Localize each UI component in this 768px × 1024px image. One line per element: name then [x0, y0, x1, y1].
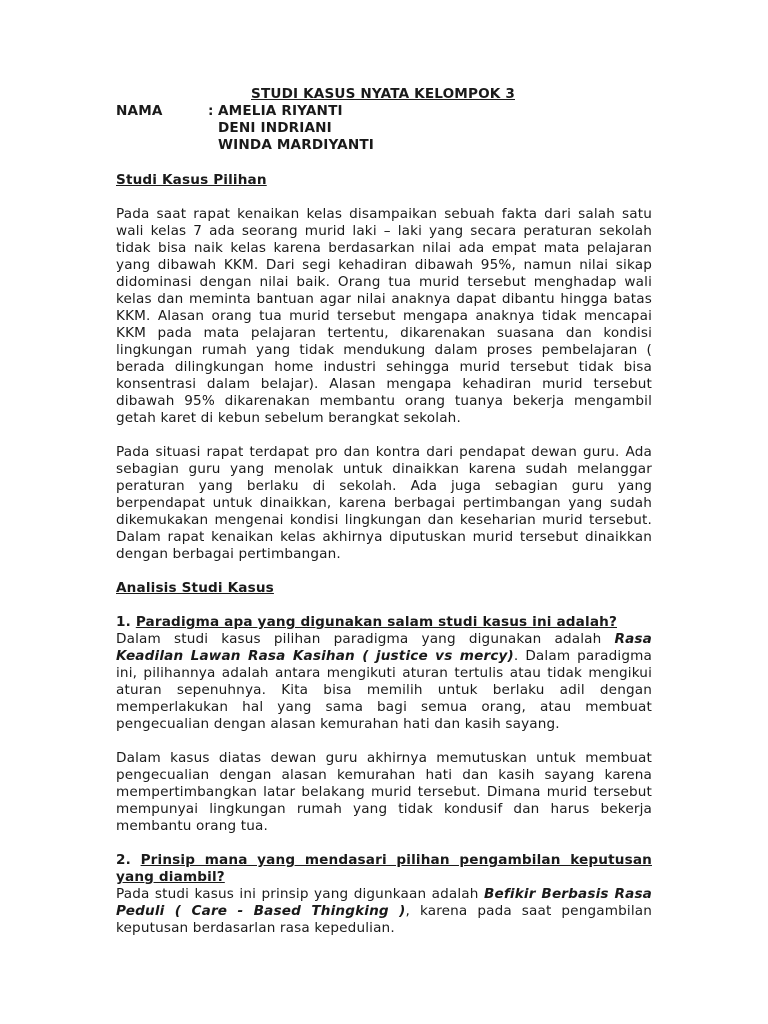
name-colon: : — [208, 103, 214, 119]
question-1 — [116, 614, 652, 631]
case-paragraph-1: Pada saat rapat kenaikan kelas disampaikan sebuah fakta dari salah satu wali kelas 7 ada seorang murid laki – laki yang secara peraturan sekolah tidak bisa naik kelas karena berdasarkan nilai ada empat mata pelajaran yang dibawah KKM. Dari segi kehadiran dibawah 95%, namun nilai sikap didominasi dengan nilai baik. Orang tua murid tersebut menghadap wali kelas dan meminta bantuan agar nilai anaknya dapat dibantu hingga batas KKM. Alasan orang tua murid tersebut mengapa anaknya tidak mencapai KKM pada mata pelajaran tertentu, dikarenakan suasana dan kondisi lingkungan rumah yang tidak mendukung dalam proses pembelajaran ( berada dilingkungan home industri sehingga murid tersebut tidak bisa konsentrasi dalam belajar). Alasan mengapa kehadiran murid tersebut dibawah 95% dikarenakan membantu orang tuanya bekerja mengambil getah karet di kebun sebelum berangkat sekolah. — [116, 206, 652, 426]
question-text: Prinsip mana yang mendasari pilihan pengambilan keputusan yang diambil? — [116, 852, 652, 885]
case-paragraph-2: Pada situasi rapat terdapat pro dan kontra dari pendapat dewan guru. Ada sebagian guru yang menolak untuk dinaikkan karena sudah melanggar peraturan yang berlaku di sekolah. Ada juga sebagian guru yang berpendapat untuk dinaikkan, karena berbagai pertimbangan yang sudah dikemukakan mengenai kondisi lingkungan dan keseharian murid tersebut. Dalam rapat kenaikan kelas akhirnya diputuskan murid tersebut dinaikkan dengan berbagai pertimbangan. — [116, 444, 652, 562]
member-name: AMELIA RIYANTI — [218, 103, 343, 119]
document-title: STUDI KASUS NYATA KELOMPOK 3 — [251, 86, 515, 102]
answer-emphasis: Rasa Keadilan Lawan Rasa Kasihan ( justice vs mercy) — [116, 631, 652, 664]
question-number: 2. — [116, 852, 141, 868]
name-row — [116, 103, 652, 120]
answer-text: Pada studi kasus ini prinsip yang digunkaan adalah — [116, 886, 484, 902]
section-heading-studi-kasus: Studi Kasus Pilihan — [116, 172, 267, 188]
question-number: 1. — [116, 614, 136, 630]
name-row — [116, 137, 652, 154]
member-name: DENI INDRIANI — [218, 120, 332, 136]
answer-text: , karena pada saat pengambilan keputusan berdasarlan rasa kepedulian. — [116, 903, 652, 936]
answer-emphasis: Befikir Berbasis Rasa Peduli ( Care - Based Thingking ) — [116, 886, 653, 919]
answer-1-paragraph-2: Dalam kasus diatas dewan guru akhirnya memutuskan untuk membuat pengecualian dengan alasan kemurahan hati dan kasih sayang karena mempertimbangkan latar belakang murid tersebut. Dimana murid tersebut mempunyai lingkungan rumah yang tidak kondusif dan harus bekerja membantu orang tua. — [116, 750, 652, 834]
answer-text: . Dalam paradigma ini, pilihannya adalah antara mengikuti aturan tertulis atau tidak mengikui aturan sepenuhnya. Kita bisa memilih untuk berlaku adil dengan memperlakukan hal yang sama bagi semua orang, atau membuat pengecualian dengan alasan kemurahan hati dan kasih sayang. — [116, 648, 652, 732]
document-page — [116, 86, 652, 937]
question-text: Paradigma apa yang digunakan salam studi kasus ini adalah? — [135, 614, 618, 630]
answer-text: Dalam studi kasus pilihan paradigma yang digunakan adalah — [116, 631, 615, 647]
section-heading-analisis: Analisis Studi Kasus — [116, 580, 274, 596]
answer-2-paragraph — [116, 886, 652, 937]
member-name: WINDA MARDIYANTI — [218, 137, 374, 153]
name-row — [116, 120, 652, 137]
question-2 — [116, 852, 652, 886]
answer-1-paragraph — [116, 631, 652, 733]
name-label: NAMA — [116, 103, 163, 119]
